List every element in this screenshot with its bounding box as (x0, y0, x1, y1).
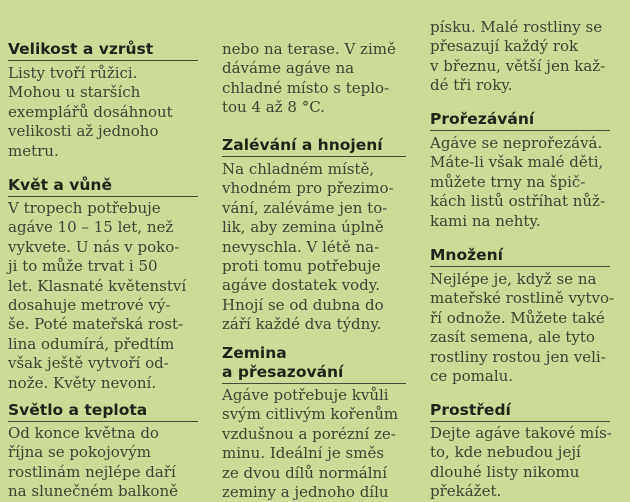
text-line: nože. Květy nevoní. (8, 373, 157, 392)
text-line: metru. (8, 141, 59, 160)
text-line: dlouhé listy nikomu (430, 462, 580, 481)
text-line: nevyschla. V létě na- (222, 237, 380, 256)
text-line: Agáve potřebuje kvůli (222, 386, 389, 404)
text-line: kách listů ostříhat nůž- (430, 192, 606, 211)
text-line: lina odumírá, předtím (8, 334, 175, 353)
heading-line: a přesazování (222, 363, 344, 381)
text-line: na slunečném balkoně (8, 482, 178, 501)
text-line: Hnojí se od dubna do (222, 295, 384, 314)
text-line: ce pomalu. (430, 367, 514, 386)
text-line: zeminy a jednoho dílu (222, 483, 389, 502)
heading-light-temperature: Světlo a teplota (8, 401, 198, 422)
text-line: velikosti až jednoho (8, 122, 159, 141)
text-line: přesazují každý rok (430, 37, 579, 56)
paragraph-soil-repotting-cont (430, 18, 610, 96)
text-line: kami na nehty. (430, 211, 541, 230)
text-line: září každé dva týdny. (222, 315, 382, 334)
text-line: vhodném pro přezimo- (222, 179, 394, 198)
text-line: dáváme agáve na (222, 59, 355, 78)
text-line: Nejlépe je, když se na (430, 270, 597, 288)
text-line: tou 4 až 8 °C. (222, 98, 325, 117)
text-line: še. Poté mateřská rost- (8, 315, 184, 334)
text-line: rostlinám nejlépe daří (8, 462, 176, 481)
text-line: však ještě vytvoří od- (8, 354, 169, 373)
text-line: ze dvou dílů normální (222, 463, 387, 482)
text-line: to, kde nebudou její (430, 443, 581, 462)
text-line: chladné místo s teplo- (222, 78, 390, 97)
text-line: agáve 10 – 15 let, než (8, 218, 174, 237)
paragraph-light-temperature-cont (222, 40, 406, 118)
text-line: Na chladném místě, (222, 160, 375, 178)
text-line: mateřské rostlině vytvo- (430, 289, 615, 308)
text-line: proti tomu potřebuje (222, 257, 381, 276)
text-line: let. Klasnaté květenství (8, 276, 187, 295)
text-line: ji to může trvat i 50 (8, 257, 158, 276)
text-line: exemplářů dosáhnout (8, 102, 173, 121)
text-line: Listy tvoří růžici. (8, 64, 138, 82)
text-line: dosahuje metrové vý- (8, 296, 171, 315)
text-line: Máte-li však malé děti, (430, 153, 604, 172)
paragraph-pruning (430, 134, 610, 231)
paragraph-propagation (430, 270, 615, 386)
text-line: V tropech potřebuje (8, 199, 161, 217)
text-line: můžete trny na špič- (430, 172, 586, 191)
text-line: Od konce května do (8, 424, 159, 442)
text-line: Dejte agáve takové mís- (430, 424, 612, 442)
paragraph-size-growth (8, 64, 198, 161)
text-line: vzdušnou a porézní ze- (222, 424, 396, 443)
text-line: svým citlivým kořenům (222, 405, 399, 424)
text-line: minu. Ideální je směs (222, 444, 385, 463)
text-line: překážet. (430, 482, 502, 501)
paragraph-environment (430, 424, 610, 502)
text-line: vání, zaléváme jen to- (222, 198, 388, 217)
heading-environment: Prostředí (430, 401, 610, 422)
text-line: října se pokojovým (8, 443, 151, 462)
text-line: písku. Malé rostliny se (430, 18, 603, 36)
paragraph-soil-repotting (222, 386, 406, 502)
text-line: Mohou u starších (8, 83, 141, 102)
heading-pruning: Prořezávání (430, 110, 610, 131)
text-line: vykvete. U nás v poko- (8, 237, 180, 256)
text-line: lik, aby zemina úplně (222, 218, 384, 237)
text-line: Agáve se neprořezává. (430, 134, 603, 152)
paragraph-watering-fertilizing (222, 160, 406, 335)
text-line: agáve dostatek vody. (222, 276, 381, 295)
paragraph-light-temperature (8, 424, 198, 502)
text-line: ří odnože. Můžete také (430, 308, 605, 327)
heading-line: Zemina (222, 344, 287, 362)
heading-watering-fertilizing: Zalévání a hnojení (222, 136, 406, 157)
heading-flower-scent: Květ a vůně (8, 176, 198, 197)
heading-size-growth: Velikost a vzrůst (8, 40, 198, 61)
heading-soil-repotting (222, 344, 406, 384)
text-line: nebo na terase. V zimě (222, 40, 396, 58)
text-line: rostliny rostou jen veli- (430, 347, 606, 366)
heading-propagation: Množení (430, 246, 610, 267)
text-line: v březnu, větší jen kaž- (430, 56, 606, 75)
paragraph-flower-scent (8, 199, 198, 393)
text-line: dé tři roky. (430, 76, 513, 95)
text-line: zasít semena, ale tyto (430, 328, 595, 347)
